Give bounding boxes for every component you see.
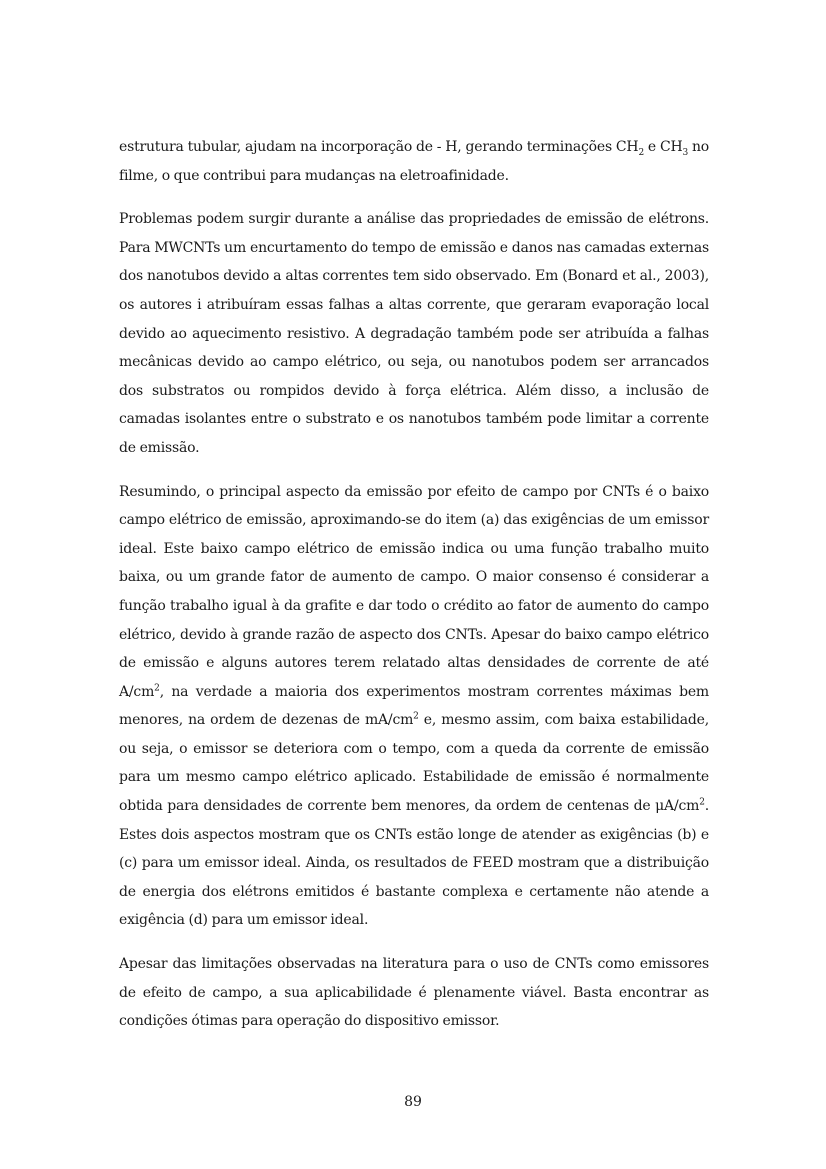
paragraph-2: Problemas podem surgir durante a análise das propriedades de emissão de elétrons. Para MWCNTs um encurtamento do tempo de emissão e danos nas camadas externas dos nanotubos devido a altas correntes tem sido observado. Em (Bonard et al., 2003), os autores i atribuíram essas falhas a altas corrente, que geraram evaporação local devido ao aquecimento resistivo. A degradação também pode ser atribuída a falhas mecânicas devido ao campo elétrico, ou seja, ou nanotubos podem ser arrancados dos substratos ou rompidos devido à força elétrica. Além disso, a inclusão de camadas isolantes entre o substrato e os nanotubos também pode limitar a corrente de emissão. [119, 211, 709, 456]
page-body [119, 133, 709, 1036]
paragraph-3: Resumindo, o principal aspecto da emissão por efeito de campo por CNTs é o baixo campo elétrico de emissão, aproximando-se do item (a) das exigências de um emissor ideal. Este baixo campo elétrico de emissão indica ou uma função trabalho muito baixa, ou um grande fator de aumento de campo. O maior consenso é considerar a função trabalho igual à da grafite e dar todo o crédito ao fator de aumento do campo elétrico, devido à grande razão de aspecto dos CNTs. Apesar do baixo campo elétrico de emissão e alguns autores terem relatado altas densidades de corrente de até $A/cm^2$, na verdade a maioria dos experimentos mostram correntes máximas bem menores, na ordem de dezenas de $mA/cm^2$ e, mesmo assim, com baixa estabilidade, ou seja, o emissor se deteriora com o tempo, com a queda da corrente de emissão para um mesmo campo elétrico aplicado. Estabilidade de emissão é normalmente obtida para densidades de corrente bem menores, da ordem de centenas de $\mu A/cm^2$. Estes dois aspectos mostram que os CNTs estão longe de atender as exigências (b) e (c) para um emissor ideal. Ainda, os resultados de FEED mostram que a distribuição de energia dos elétrons emitidos é bastante complexa e certamente não atende a exigência (d) para um emissor ideal. [119, 483, 709, 929]
page-number: 89 [404, 1094, 422, 1110]
paragraph-1: estrutura tubular, ajudam na incorporação de - H, gerando terminações $CH_2$ e $CH_3$ no filme, o que contribui para mudanças na eletroafinidade. [119, 139, 709, 184]
paragraph-4: Apesar das limitações observadas na literatura para o uso de CNTs como emissores de efeito de campo, a sua aplicabilidade é plenamente viável. Basta encontrar as condições ótimas para operação do dispositivo emissor. [119, 956, 709, 1030]
